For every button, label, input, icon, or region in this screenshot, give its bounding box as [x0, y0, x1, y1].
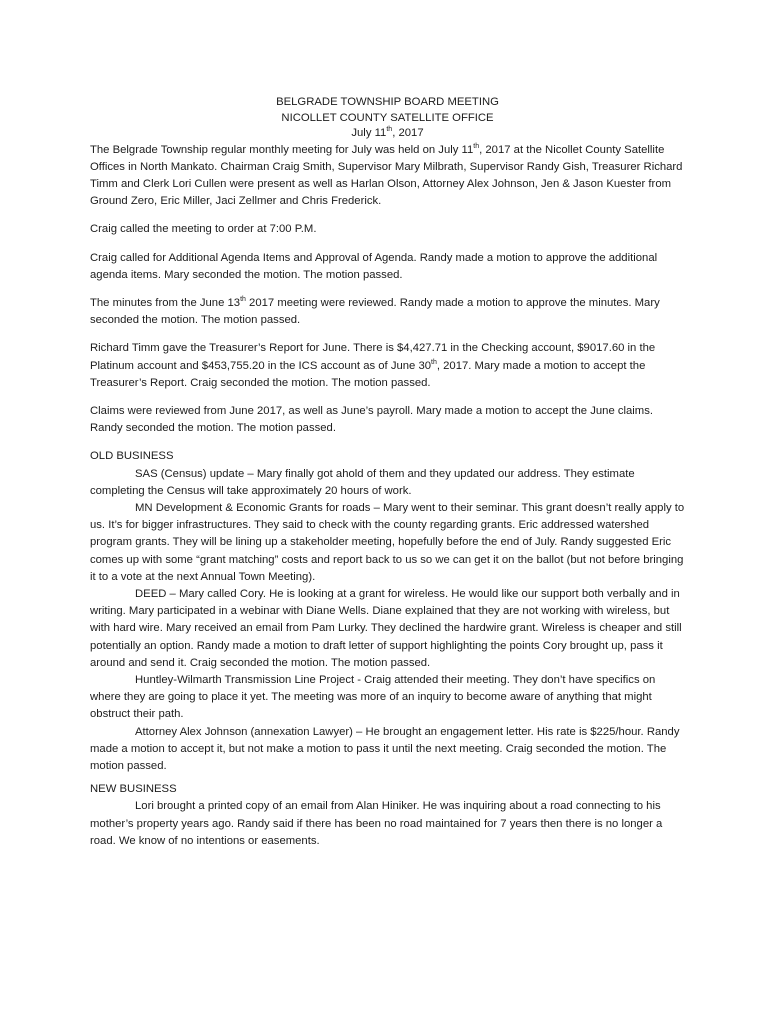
- minutes-paragraph: The minutes from the June 13th 2017 meeting were reviewed. Randy made a motion to approve the minutes. Mary seconded the motion. The motion passed.: [90, 296, 660, 327]
- meeting-date: July 11th, 2017: [351, 126, 424, 139]
- call-to-order-paragraph: Craig called the meeting to order at 7:00 P.M.: [90, 223, 317, 236]
- meeting-title: BELGRADE TOWNSHIP BOARD MEETING: [276, 96, 499, 108]
- old-business-heading: OLD BUSINESS: [90, 450, 174, 463]
- meeting-location: NICOLLET COUNTY SATELLITE OFFICE: [281, 111, 494, 124]
- old-business-item-census: SAS (Census) update – Mary finally got ahold of them and they updated our address. They estimate completing the Census will take approximately 20 hours of work.: [90, 467, 635, 497]
- old-business-item-deed: DEED – Mary called Cory. He is looking at a grant for wireless. He would like our support both verbally and in writing. Mary participated in a webinar with Diane Wells. Diane explained that they are not working with wireless, but with hard wire. Mary received an email from Pam Lurky. They declined the hardwire grant. Wireless is cheaper and still potentially an option. Randy made a motion to draft letter of support highlighting the points Cory brought up, pass it around and send it. Craig seconded the motion. The motion passed.: [90, 587, 682, 669]
- treasurer-report-paragraph: Richard Timm gave the Treasurer’s Report for June. There is $4,427.71 in the Checking account, $9017.60 in the Platinum account and $453,755.20 in the ICS account as of June 30th, 2017. Mary made a motion to accept the Treasurer’s Report. Craig seconded the motion. The motion passed.: [90, 342, 656, 389]
- old-business-item-transmission-line: Huntley-Wilmarth Transmission Line Project - Craig attended their meeting. They don’t have specifics on where they are going to place it yet. The meeting was more of an inquiry to become aware of anything that might obstruct their path.: [90, 673, 656, 721]
- old-business-item-attorney: Attorney Alex Johnson (annexation Lawyer) – He brought an engagement letter. His rate is $225/hour. Randy made a motion to accept it, but not make a motion to pass it until the next meeting. Craig seconded the motion. The motion passed.: [90, 725, 680, 772]
- new-business-heading: NEW BUSINESS: [90, 783, 177, 796]
- agenda-paragraph: Craig called for Additional Agenda Items and Approval of Agenda. Randy made a motion to approve the additional agenda items. Mary seconded the motion. The motion passed.: [90, 251, 658, 281]
- new-business-item-road: Lori brought a printed copy of an email from Alan Hiniker. He was inquiring about a road connecting to his mother’s property years ago. Randy said if there has been no road maintained for 7 years then there is no longer a road. We know of no intentions or easements.: [90, 800, 663, 847]
- document-header: [90, 95, 685, 142]
- old-business-item-grants: MN Development & Economic Grants for roads – Mary went to their seminar. This grant doesn’t really apply to us. It’s for bigger infrastructures. They said to check with the county regarding grants. Eric addressed watershed program grants. They will be lining up a stakeholder meeting, hopefully before the end of July. Randy suggested Eric comes up with some “grant matching” costs and report back to us so we can get it on the ballot (but not before bringing it to a vote at the next Annual Town Meeting).: [90, 501, 685, 583]
- claims-paragraph: Claims were reviewed from June 2017, as well as June’s payroll. Mary made a motion to accept the June claims. Randy seconded the motion. The motion passed.: [90, 404, 654, 435]
- document-page: [90, 95, 685, 850]
- intro-paragraph: The Belgrade Township regular monthly meeting for July was held on July 11th, 2017 at the Nicollet County Satellite Offices in North Mankato. Chairman Craig Smith, Supervisor Mary Milbrath, Supervisor Randy Gish, Treasurer Richard Timm and Clerk Lori Cullen were present as well as Harlan Olson, Attorney Alex Johnson, Jen & Jason Kuester from Ground Zero, Eric Miller, Jaci Zellmer and Chris Frederick.: [90, 142, 683, 208]
